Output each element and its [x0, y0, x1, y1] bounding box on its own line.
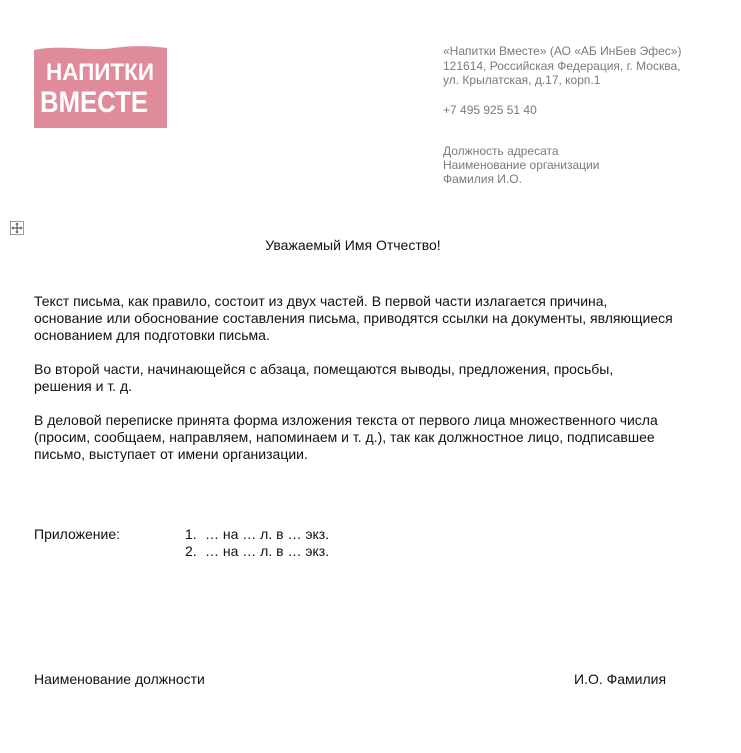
appendix-list — [185, 526, 329, 560]
sender-company: «Напитки Вместе» (АО «АБ ИнБев Эфес») — [443, 44, 682, 58]
appendix-item-number: 2. — [185, 543, 197, 559]
appendix-item — [185, 543, 329, 560]
sender-address-line2: ул. Крылатская, д.17, корп.1 — [443, 73, 601, 87]
logo-text-line2: ВМЕСТЕ — [40, 86, 148, 119]
letter-greeting: Уважаемый Имя Отчество! — [265, 237, 441, 253]
appendix-item-number: 1. — [185, 526, 197, 542]
letter-body — [34, 293, 674, 480]
addressee-block — [443, 144, 599, 186]
sender-block — [443, 44, 681, 117]
addressee-position: Должность адресата — [443, 144, 559, 158]
signer-position: Наименование должности — [34, 671, 205, 687]
addressee-organization: Наименование организации — [443, 158, 600, 172]
logo-graphic — [34, 44, 167, 128]
appendix-item — [185, 526, 329, 543]
letter-paragraph: В деловой переписке принята форма изложения текста от первого лица множественного числа (просим, сообщаем, направляем, напоминаем и т. д.), так как должностное лицо, подписавшее письмо, выступает от имени организации. — [34, 412, 658, 462]
addressee-name: Фамилия И.О. — [443, 172, 522, 186]
letter-paragraph: Во второй части, начинающейся с абзаца, помещаются выводы, предложения, просьбы, решения и т. д. — [34, 361, 614, 394]
company-logo — [34, 44, 167, 128]
letter-paragraph: Текст письма, как правило, состоит из двух частей. В первой части излагается причина, основание или обоснование составления письма, приводятся ссылки на документы, являющиеся основанием для подготовки письма. — [34, 293, 673, 343]
appendix-label: Приложение: — [34, 526, 121, 542]
appendix-item-text: … на … л. в … экз. — [205, 526, 330, 542]
sender-phone: +7 495 925 51 40 — [443, 102, 537, 117]
move-arrows-icon — [11, 222, 23, 234]
appendix-item-text: … на … л. в … экз. — [205, 543, 330, 559]
signer-name: И.О. Фамилия — [574, 671, 667, 687]
table-move-handle[interactable] — [10, 221, 24, 235]
logo-text-line1: НАПИТКИ — [46, 59, 154, 86]
sender-address-line1: 121614, Российская Федерация, г. Москва, — [443, 58, 681, 73]
